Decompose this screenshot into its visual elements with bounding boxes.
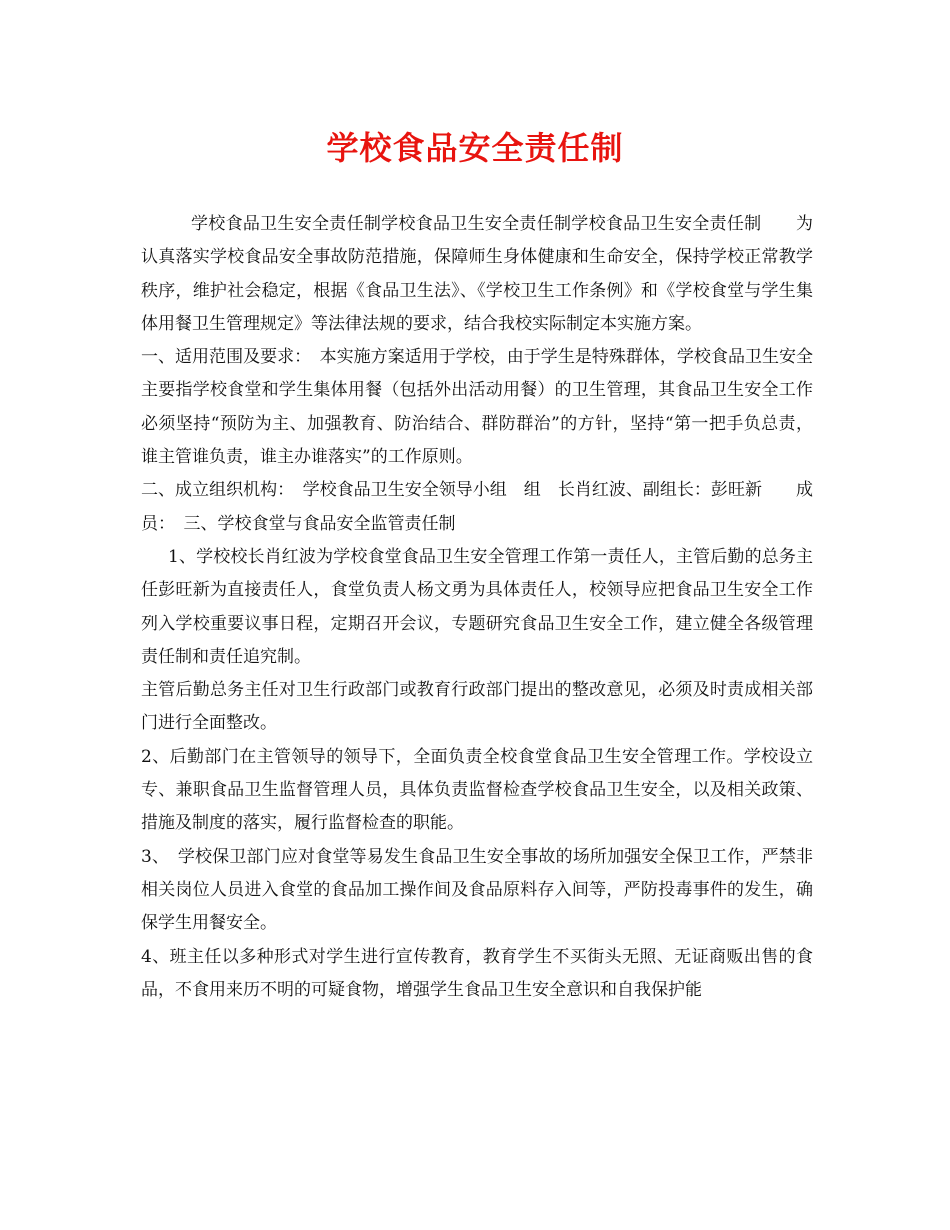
paragraph-intro: 学校食品卫生安全责任制学校食品卫生安全责任制学校食品卫生安全责任制 为认真落实学校食品安全事故防范措施，保障师生身体健康和生命安全，保持学校正常教学秩序，维护社会稳定，根据《食品卫生法》、《学校卫生工作条例》和《学校食堂与学生集体用餐卫生管理规定》等法律法规的要求，结合我校实际制定本实施方案。 xyxy=(141,214,813,334)
paragraph-item-3: 3、 学校保卫部门应对食堂等易发生食品卫生安全事故的场所加强安全保卫工作，严禁非相关岗位人员进入食堂的食品加工操作间及食品原料存入间等，严防投毒事件的发生，确保学生用餐安全。 xyxy=(141,846,813,934)
paragraph-section-1: 一、适用范围及要求： 本实施方案适用于学校，由于学生是特殊群体，学校食品卫生安全主要指学校食堂和学生集体用餐（包括外出活动用餐）的卫生管理，其食品卫生安全工作必须坚持“预防为主、加强教育、防治结合、群防群治”的方针，坚持“第一把手负总责，谁主管谁负责，谁主办谁落实”的工作原则。 xyxy=(141,347,813,468)
paragraph-item-1-note: 主管后勤总务主任对卫生行政部门或教育行政部门提出的整改意见，必须及时责成相关部门进行全面整改。 xyxy=(141,680,813,734)
paragraph-section-2: 二、成立组织机构： 学校食品卫生安全领导小组 组 长肖红波、副组长：彭旺新 成 员： 三、学校食堂与食品安全监管责任制 xyxy=(141,480,830,534)
document-title: 学校食品安全责任制 xyxy=(326,129,624,167)
document-body xyxy=(141,208,830,1007)
paragraph-item-1: 1、学校校长肖红波为学校食堂食品卫生安全管理工作第一责任人，主管后勤的总务主任彭旺新为直接责任人，食堂负责人杨文勇为具体责任人，校领导应把食品卫生安全工作列入学校重要议事日程，定期召开会议，专题研究食品卫生安全工作，建立健全各级管理责任制和责任追究制。 xyxy=(141,546,813,667)
paragraph-item-2: 2、后勤部门在主管领导的领导下，全面负责全校食堂食品卫生安全管理工作。学校设立专、兼职食品卫生监督管理人员，具体负责监督检查学校食品卫生安全，以及相关政策、措施及制度的落实，履行监督检查的职能。 xyxy=(141,746,813,834)
paragraph-item-4: 4、班主任以多种形式对学生进行宣传教育，教育学生不买街头无照、无证商贩出售的食品，不食用来历不明的可疑食物，增强学生食品卫生安全意识和自我保护能 xyxy=(141,946,813,1000)
